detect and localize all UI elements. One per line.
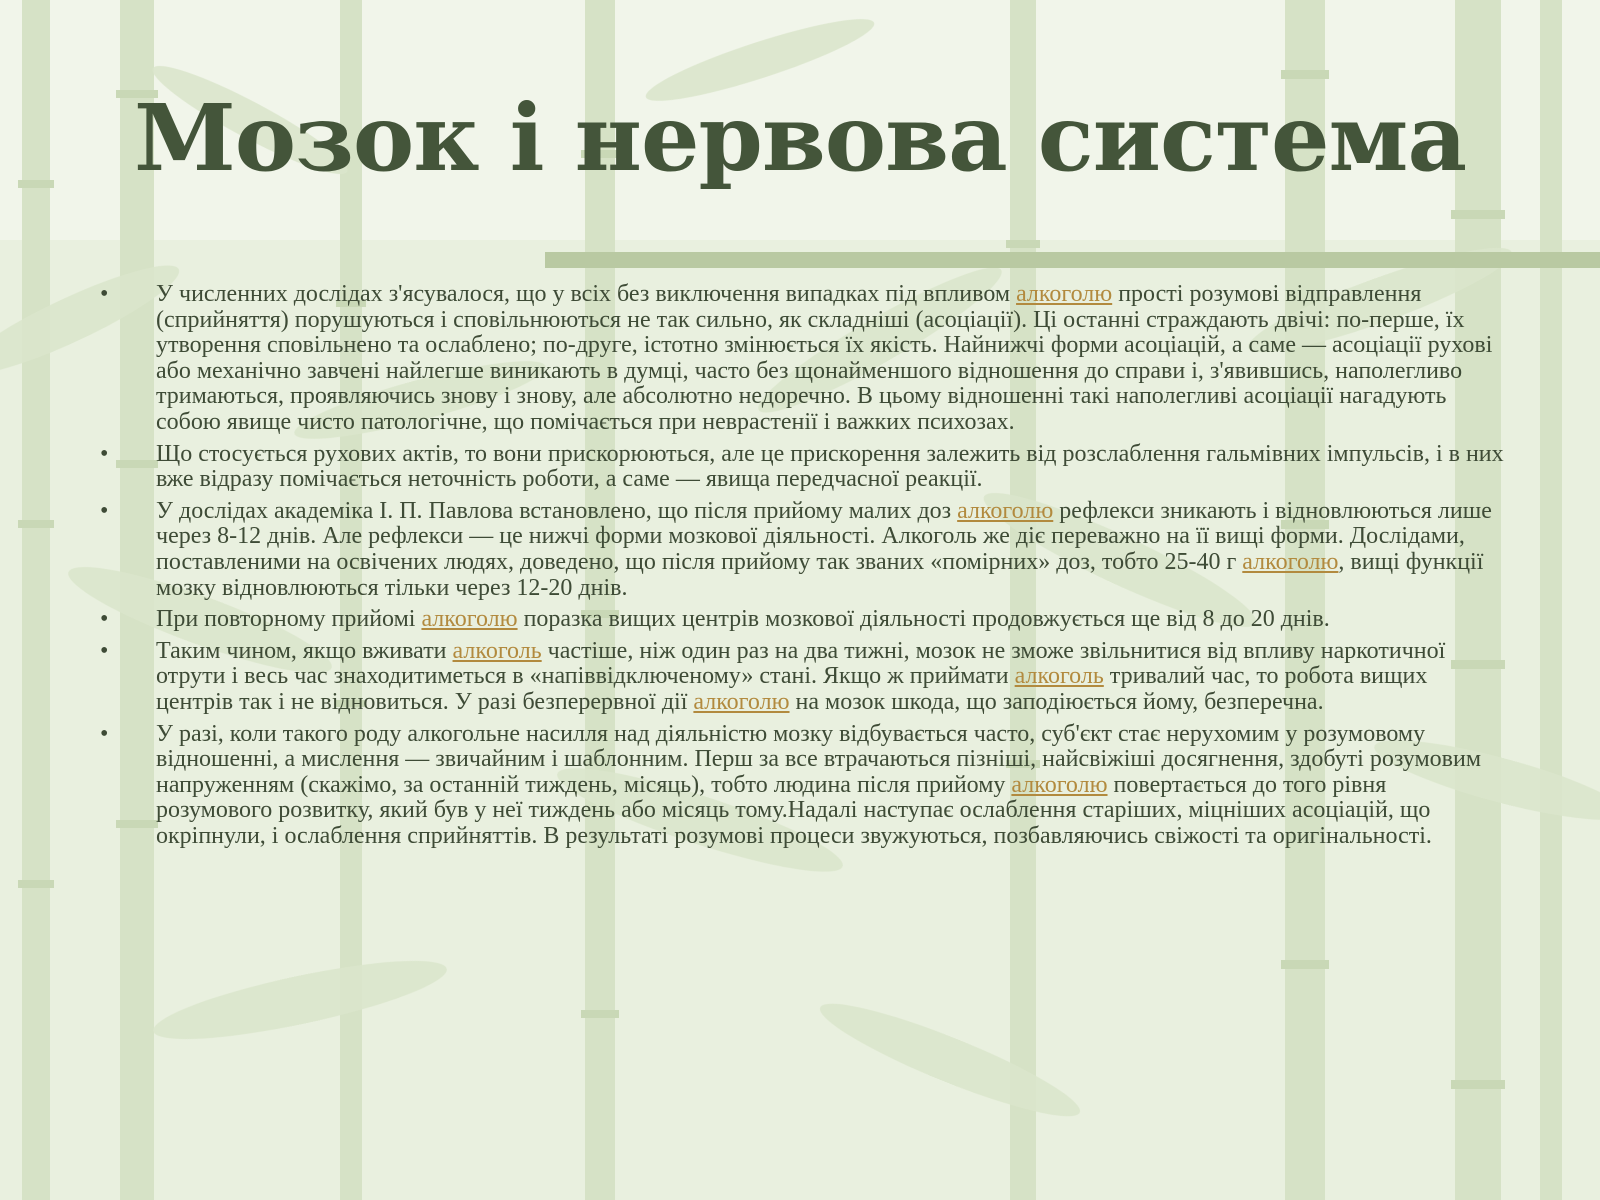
list-item bbox=[96, 282, 1506, 436]
list-item bbox=[96, 442, 1506, 493]
bullet-icon: • bbox=[100, 606, 109, 633]
list-item bbox=[96, 639, 1506, 716]
bullet-icon: • bbox=[100, 637, 109, 664]
paragraph-text: У численних дослідах з'ясувалося, що у всіх без виключення випадках під впливом bbox=[156, 281, 1017, 307]
alcohol-link[interactable]: алкоголь bbox=[1014, 663, 1104, 690]
alcohol-link[interactable]: алкоголю bbox=[693, 688, 790, 715]
paragraph-text: повертається до того рівня розумового розвитку, який був у неї тиждень або місяць тому.Надалі наступає ослаблення старіших, міцніших асоціацій, що окріпнули, і ослаблення сприйняттів. В результаті розумові процеси звужуються, позбавляючись свіжості та оригінальності. bbox=[156, 771, 1432, 849]
slide-title: Мозок і нервова система bbox=[133, 84, 1467, 192]
paragraph-text: тривалий час, то робота вищих центрів так і не відновиться. У разі безперервної дії bbox=[156, 663, 1428, 715]
bullet-icon: • bbox=[100, 440, 109, 467]
paragraph-text: У дослідах академіка І. П. Павлова встановлено, що після прийому малих доз bbox=[156, 497, 958, 524]
alcohol-link[interactable]: алкоголю bbox=[421, 606, 518, 633]
list-item bbox=[96, 607, 1506, 633]
list-item bbox=[96, 722, 1506, 850]
alcohol-link[interactable]: алкоголю bbox=[1011, 771, 1108, 798]
paragraph-text: Що стосується рухових актів, то вони прискорюються, але це прискорення залежить від розслаблення гальмівних імпульсів, і в них вже відразу помічається неточність роботи, а саме — явища передчасної реакції. bbox=[156, 440, 1504, 493]
paragraph-text: рефлекси зникають і відновлюються лише через 8-12 днів. Але рефлекси — це нижчі форми мозкової діяльності. Алкоголь же діє переважно на її вищі форми. Дослідами, поставленими на освічених людях, доведено, що після прийому так званих «помірних» доз, тобто 25-40 г bbox=[156, 497, 1492, 575]
paragraph-text: При повторному прийомі bbox=[156, 606, 422, 633]
paragraph-text: прості розумові відправлення (сприйняття) порушуються і сповільнюються не так сильно, як складніші (асоціації). Ці останні страждають двічі: по-перше, їх утворення сповільнено та ослаблено; по-друге, істотно змінюється їх якість. Найнижчі форми асоціацій, а саме — асоціації рухові або механічно завчені найлегше виникають в думці, часто без щонайменшого відношення до справи і, з'явившись, наполегливо тримаються, проявляючись знову і знову, але абсолютно недоречно. В цьому відношенні такі наполегливі асоціації нагадують собою явище чисто патологічне, що помічається при неврастенії і важких психозах. bbox=[156, 281, 1493, 435]
paragraph-text: У разі, коли такого роду алкогольне насилля над діяльністю мозку відбувається часто, суб'єкт стає нерухомим у розумовому відношенні, а мислення — звичайним і шаблонним. Перш за все втрачаються пізніші, найсвіжіші досягнення, здобуті розумовим напруженням (скажімо, за останній тиждень, місяць), тобто людина після прийому bbox=[156, 720, 1482, 798]
alcohol-link[interactable]: алкоголю bbox=[1242, 548, 1339, 575]
paragraph-text: Таким чином, якщо вживати bbox=[156, 637, 453, 664]
list-item bbox=[96, 499, 1506, 601]
alcohol-link[interactable]: алкоголю bbox=[957, 497, 1054, 524]
bullet-icon: • bbox=[100, 281, 109, 307]
bullet-list bbox=[96, 282, 1506, 855]
title-accent-bar bbox=[545, 252, 1600, 268]
paragraph-text: на мозок шкода, що заподіюється йому, безперечна. bbox=[789, 688, 1324, 715]
paragraph-text: , вищі функції мозку відновлюються тільки через 12-20 днів. bbox=[156, 548, 1484, 601]
alcohol-link[interactable]: алкоголю bbox=[1016, 281, 1113, 307]
bullet-icon: • bbox=[100, 720, 109, 747]
alcohol-link[interactable]: алкоголь bbox=[452, 637, 542, 664]
paragraph-text: поразка вищих центрів мозкової діяльності продовжується ще від 8 до 20 днів. bbox=[517, 606, 1330, 633]
bullet-icon: • bbox=[100, 497, 109, 524]
paragraph-text: частіше, ніж один раз на два тижні, мозок не зможе звільнитися від впливу наркотичної отрути і весь час знаходитиметься в «напіввідключеному» стані. Якщо ж приймати bbox=[156, 637, 1446, 690]
